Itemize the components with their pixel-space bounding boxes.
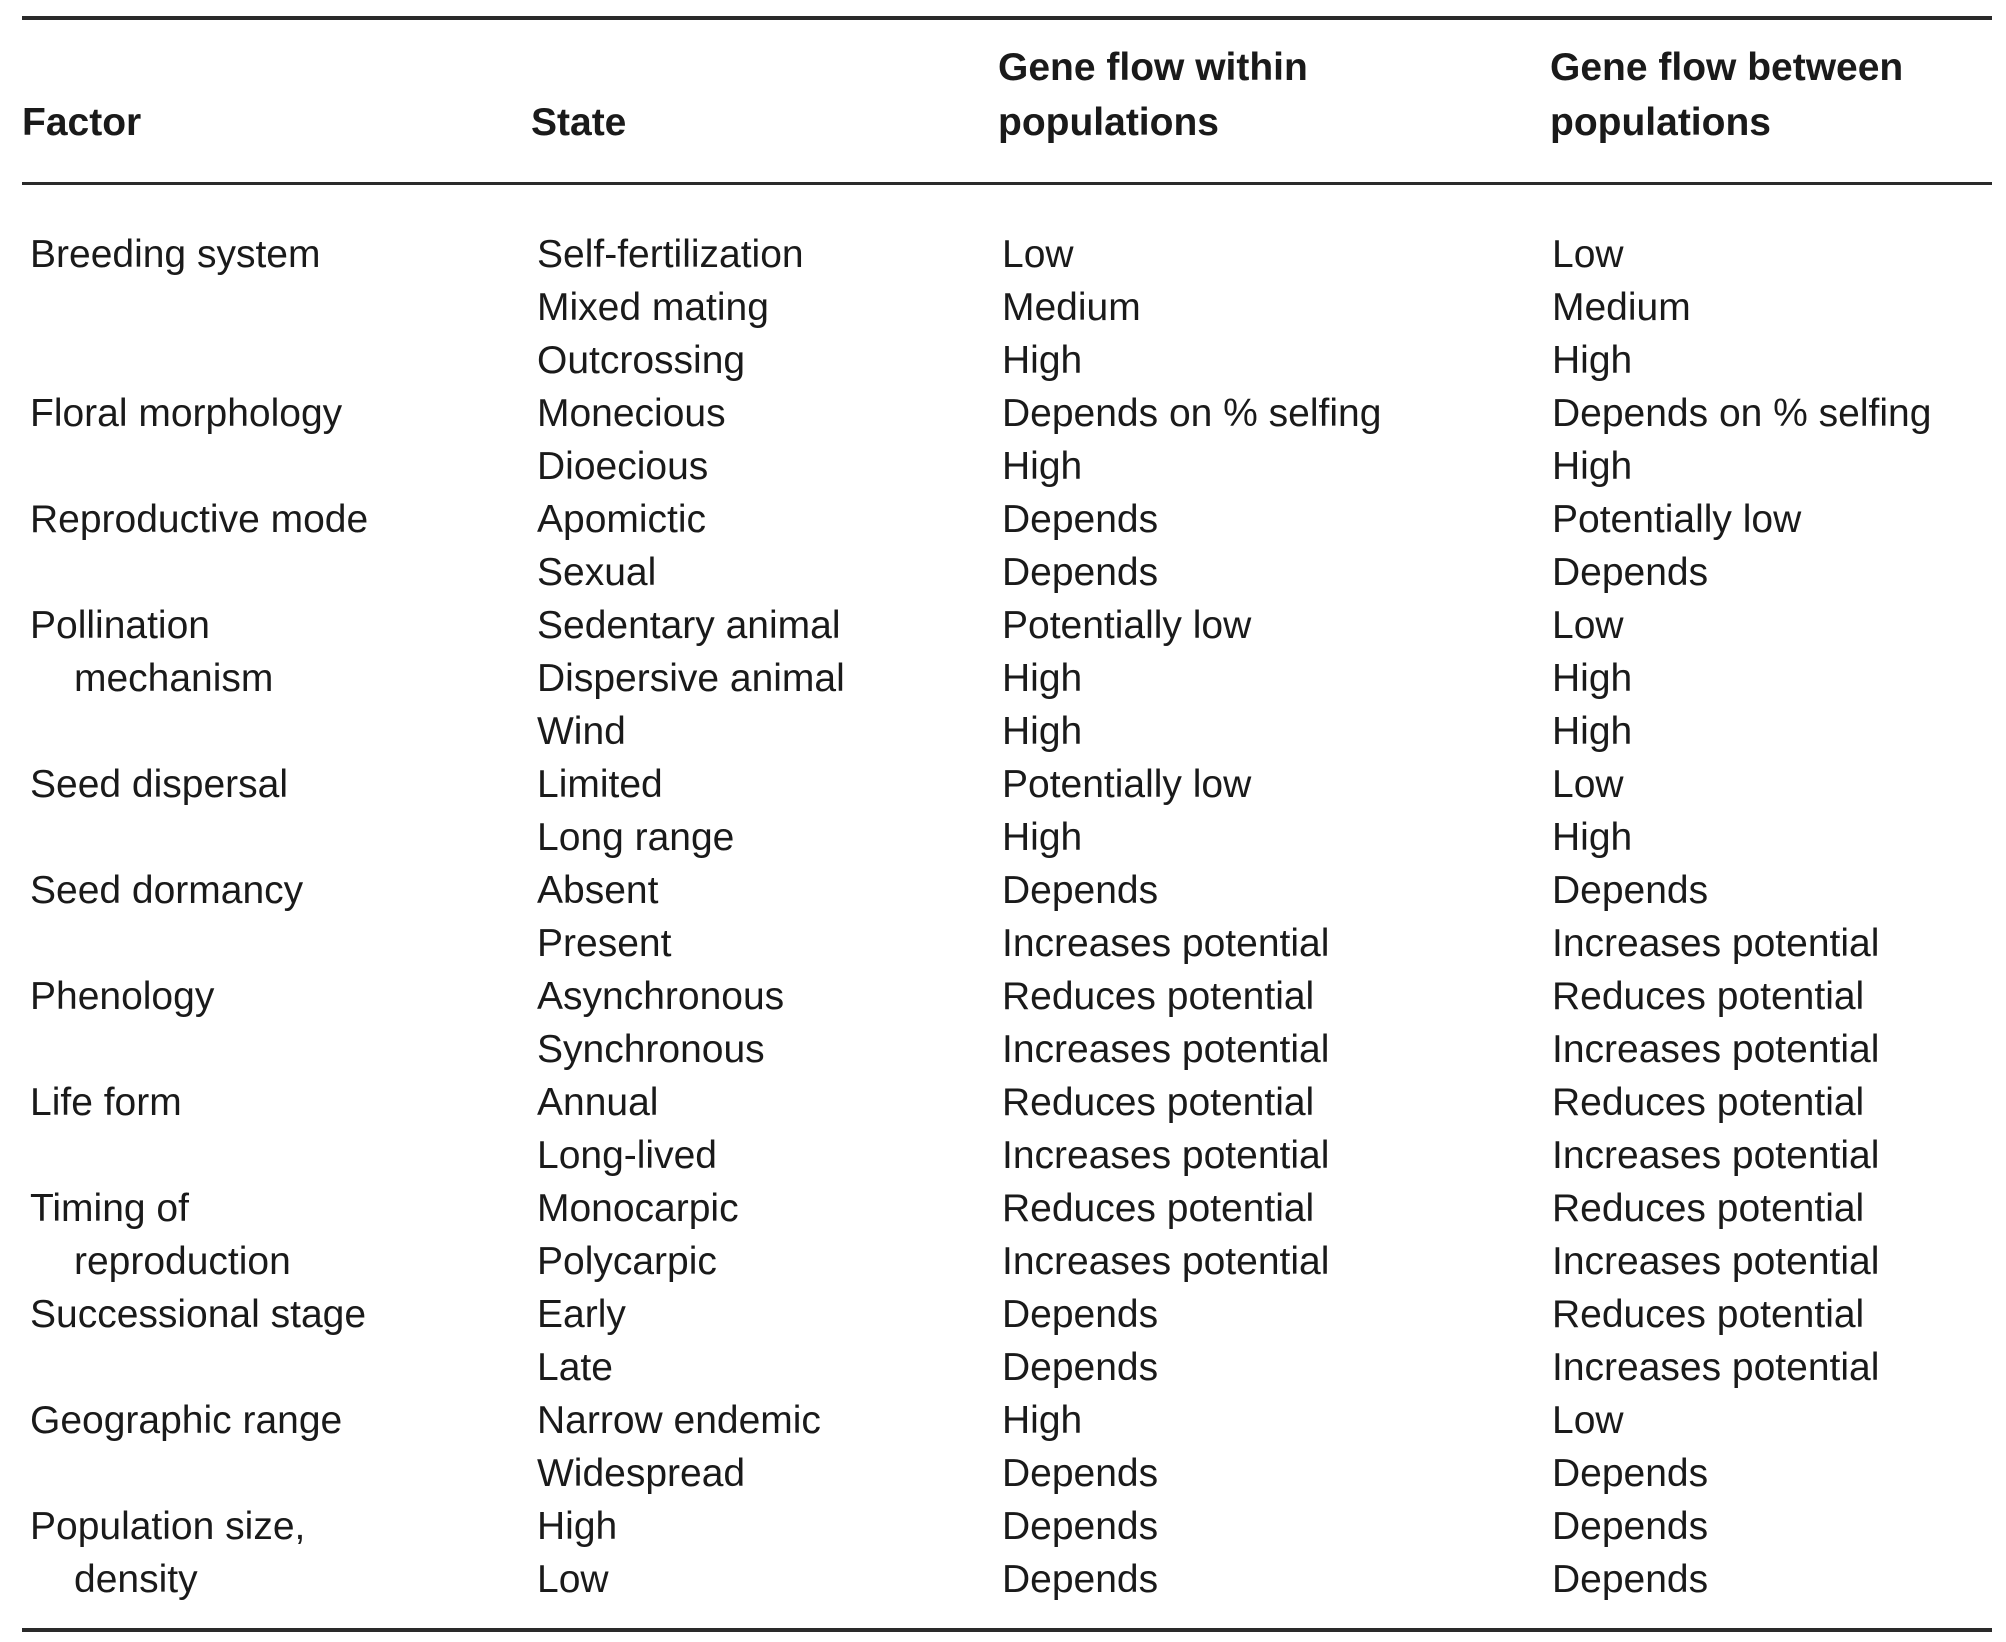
state-cell: Annual [537, 1081, 659, 1124]
gene-flow-between-cell: Reduces potential [1552, 1293, 1865, 1336]
gene-flow-within-cell: Potentially low [1002, 763, 1252, 806]
gene-flow-within-cell: Depends [1002, 1346, 1159, 1389]
state-cell: Late [537, 1346, 613, 1389]
table-row [0, 811, 2006, 864]
factor-cell: Timing of [30, 1187, 189, 1230]
state-cell: Outcrossing [537, 339, 746, 382]
factor-cell: Seed dormancy [30, 869, 304, 912]
gene-flow-within-cell: High [1002, 816, 1083, 859]
table-row [0, 599, 2006, 652]
table-header-rule [22, 182, 1992, 185]
gene-flow-between-cell: High [1552, 710, 1633, 753]
gene-flow-within-cell: Potentially low [1002, 604, 1252, 647]
state-cell: Narrow endemic [537, 1399, 821, 1442]
gene-flow-between-cell: Reduces potential [1552, 1187, 1865, 1230]
factor-cell: Breeding system [30, 233, 321, 276]
gene-flow-within-cell: Increases potential [1002, 1028, 1330, 1071]
gene-flow-within-cell: Low [1002, 233, 1074, 276]
gene-flow-within-cell: Increases potential [1002, 1134, 1330, 1177]
gene-flow-between-cell: Depends on % selfing [1552, 392, 1932, 435]
gene-flow-within-cell: High [1002, 339, 1083, 382]
gene-flow-between-cell: Potentially low [1552, 498, 1802, 541]
header-factor: Factor [22, 101, 142, 144]
gene-flow-between-cell: Low [1552, 604, 1624, 647]
gene-flow-between-cell: Low [1552, 1399, 1624, 1442]
gene-flow-within-cell: Depends [1002, 1505, 1159, 1548]
table-row [0, 1023, 2006, 1076]
factor-cell: Seed dispersal [30, 763, 288, 806]
gene-flow-within-cell: Depends [1002, 498, 1159, 541]
state-cell: Asynchronous [537, 975, 785, 1018]
gene-flow-between-cell: Increases potential [1552, 1346, 1880, 1389]
gene-flow-between-cell: Depends [1552, 551, 1709, 594]
state-cell: Mixed mating [537, 286, 769, 329]
table-bottom-rule [22, 1628, 1992, 1632]
gene-flow-between-cell: Reduces potential [1552, 1081, 1865, 1124]
gene-flow-between-cell: High [1552, 657, 1633, 700]
gene-flow-within-cell: Increases potential [1002, 1240, 1330, 1283]
factor-cell: Reproductive mode [30, 498, 369, 541]
table-row [0, 970, 2006, 1023]
gene-flow-within-cell: Depends on % selfing [1002, 392, 1382, 435]
table-row [0, 440, 2006, 493]
state-cell: Sexual [537, 551, 657, 594]
state-cell: Low [537, 1558, 609, 1601]
gene-flow-within-cell: High [1002, 657, 1083, 700]
table-row [0, 1182, 2006, 1235]
gene-flow-within-cell: Depends [1002, 869, 1159, 912]
table-row [0, 1129, 2006, 1182]
factor-cell: Successional stage [30, 1293, 367, 1336]
gene-flow-within-cell: High [1002, 710, 1083, 753]
gene-flow-between-cell: Medium [1552, 286, 1691, 329]
table-row [0, 864, 2006, 917]
table-row [0, 705, 2006, 758]
factor-cell: Life form [30, 1081, 182, 1124]
factor-cell: Geographic range [30, 1399, 343, 1442]
gene-flow-between-cell: Increases potential [1552, 922, 1880, 965]
factor-cell: Population size, [30, 1505, 306, 1548]
state-cell: Self-fertilization [537, 233, 804, 276]
table-row [0, 228, 2006, 281]
table-row [0, 758, 2006, 811]
gene-flow-within-cell: Depends [1002, 1558, 1159, 1601]
table-row [0, 493, 2006, 546]
factor-cell: density [74, 1558, 198, 1601]
gene-flow-between-cell: Reduces potential [1552, 975, 1865, 1018]
state-cell: Monecious [537, 392, 726, 435]
table-row [0, 652, 2006, 705]
state-cell: Widespread [537, 1452, 746, 1495]
gene-flow-between-cell: Depends [1552, 1505, 1709, 1548]
state-cell: Present [537, 922, 672, 965]
gene-flow-between-cell: Depends [1552, 1452, 1709, 1495]
table-row [0, 1553, 2006, 1606]
table-row [0, 1288, 2006, 1341]
gene-flow-within-cell: Depends [1002, 1452, 1159, 1495]
state-cell: Limited [537, 763, 663, 806]
table-row [0, 281, 2006, 334]
gene-flow-within-cell: Medium [1002, 286, 1141, 329]
gene-flow-between-cell: High [1552, 339, 1633, 382]
table-row [0, 1341, 2006, 1394]
gene-flow-between-cell: Increases potential [1552, 1134, 1880, 1177]
state-cell: Polycarpic [537, 1240, 717, 1283]
gene-flow-within-cell: Depends [1002, 551, 1159, 594]
state-cell: Long-lived [537, 1134, 717, 1177]
state-cell: Apomictic [537, 498, 707, 541]
gene-flow-between-cell: Low [1552, 233, 1624, 276]
gene-flow-between-cell: Depends [1552, 869, 1709, 912]
table-row [0, 1235, 2006, 1288]
state-cell: Monocarpic [537, 1187, 739, 1230]
state-cell: Sedentary animal [537, 604, 841, 647]
state-cell: Dioecious [537, 445, 709, 488]
gene-flow-within-cell: Depends [1002, 1293, 1159, 1336]
factor-cell: Pollination [30, 604, 210, 647]
gene-flow-within-cell: Increases potential [1002, 922, 1330, 965]
state-cell: Dispersive animal [537, 657, 845, 700]
header-gene-flow-between: Gene flow between populations [1550, 46, 1904, 144]
table-row [0, 1447, 2006, 1500]
state-cell: Synchronous [537, 1028, 765, 1071]
table-row [0, 546, 2006, 599]
table-row [0, 1500, 2006, 1553]
factor-cell: mechanism [74, 657, 274, 700]
state-cell: Early [537, 1293, 626, 1336]
table-body [0, 228, 2006, 1606]
header-gene-flow-within: Gene flow within populations [998, 46, 1308, 144]
table-row [0, 917, 2006, 970]
gene-flow-within-cell: Reduces potential [1002, 1081, 1315, 1124]
gene-flow-between-cell: High [1552, 445, 1633, 488]
state-cell: Absent [537, 869, 659, 912]
gene-flow-within-cell: High [1002, 1399, 1083, 1442]
gene-flow-between-cell: Increases potential [1552, 1240, 1880, 1283]
gene-flow-within-cell: Reduces potential [1002, 975, 1315, 1018]
factor-cell: Phenology [30, 975, 215, 1018]
factor-cell: Floral morphology [30, 392, 343, 435]
table-row [0, 1076, 2006, 1129]
table-row [0, 334, 2006, 387]
gene-flow-between-cell: High [1552, 816, 1633, 859]
gene-flow-within-cell: High [1002, 445, 1083, 488]
factor-cell: reproduction [74, 1240, 291, 1283]
gene-flow-between-cell: Depends [1552, 1558, 1709, 1601]
state-cell: Wind [537, 710, 626, 753]
header-state: State [531, 101, 627, 144]
gene-flow-between-cell: Low [1552, 763, 1624, 806]
table-header [0, 48, 2006, 158]
state-cell: High [537, 1505, 618, 1548]
table-row [0, 387, 2006, 440]
gene-flow-between-cell: Increases potential [1552, 1028, 1880, 1071]
table-top-rule [22, 16, 1992, 20]
gene-flow-within-cell: Reduces potential [1002, 1187, 1315, 1230]
table-row [0, 1394, 2006, 1447]
state-cell: Long range [537, 816, 735, 859]
